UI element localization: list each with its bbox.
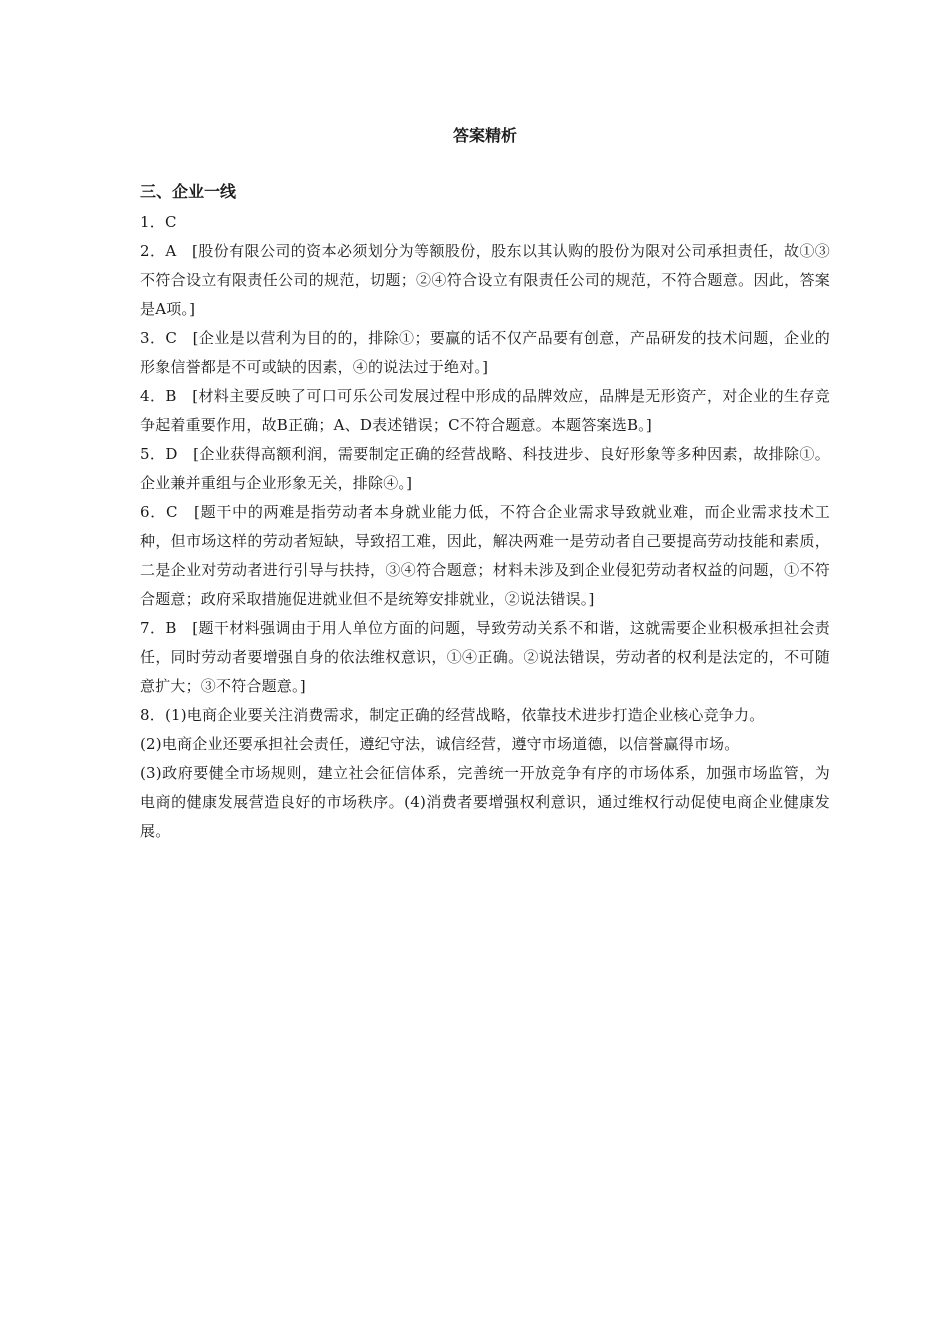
document-page xyxy=(140,120,830,846)
answer-8-part-3: (3)政府要健全市场规则，建立社会征信体系，完善统一开放竞争有序的市场体系，加强市场监管，为电商的健康发展营造良好的市场秩序。(4)消费者要增强权利意识，通过维权行动促使电商企业健康发展。 xyxy=(140,764,830,840)
answer-4: 4．B [材料主要反映了可口可乐公司发展过程中形成的品牌效应，品牌是无形资产，对企业的生存竞争起着重要作用，故B正确；A、D表述错误；C不符合题意。本题答案选B。] xyxy=(140,387,830,434)
answer-1: 1．C xyxy=(140,213,177,231)
answer-7: 7．B [题干材料强调由于用人单位方面的问题，导致劳动关系不和谐，这就需要企业积极承担社会责任，同时劳动者要增强自身的依法维权意识，①④正确。②说法错误，劳动者的权利是法定的，不可随意扩大；③不符合题意。] xyxy=(140,619,830,695)
answer-5: 5．D [企业获得高额利润，需要制定正确的经营战略、科技进步、良好形象等多种因素，故排除①。企业兼并重组与企业形象无关，排除④。] xyxy=(140,445,830,492)
answer-list xyxy=(140,208,830,846)
answer-8-part-1: 8．(1)电商企业要关注消费需求，制定正确的经营战略，依靠技术进步打造企业核心竞争力。 xyxy=(140,706,765,724)
answer-8-part-2: (2)电商企业还要承担社会责任，遵纪守法，诚信经营，遵守市场道德，以信誉赢得市场。 xyxy=(140,735,740,753)
answer-2: 2．A [股份有限公司的资本必须划分为等额股份，股东以其认购的股份为限对公司承担责任，故①③不符合设立有限责任公司的规范，切题；②④符合设立有限责任公司的规范，不符合题意。因此，答案是A项。] xyxy=(140,242,830,318)
answer-6: 6．C [题干中的两难是指劳动者本身就业能力低，不符合企业需求导致就业难，而企业需求技术工种，但市场这样的劳动者短缺，导致招工难，因此，解决两难一是劳动者自己要提高劳动技能和素质，二是企业对劳动者进行引导与扶持，③④符合题意；材料未涉及到企业侵犯劳动者权益的问题，①不符合题意；政府采取措施促进就业但不是统筹安排就业，②说法错误。] xyxy=(140,503,830,608)
section-heading: 三、企业一线 xyxy=(140,182,237,201)
answer-3: 3．C [企业是以营利为目的的，排除①；要赢的话不仅产品要有创意，产品研发的技术问题，企业的形象信誉都是不可或缺的因素，④的说法过于绝对。] xyxy=(140,329,830,376)
document-title: 答案精析 xyxy=(452,126,517,145)
